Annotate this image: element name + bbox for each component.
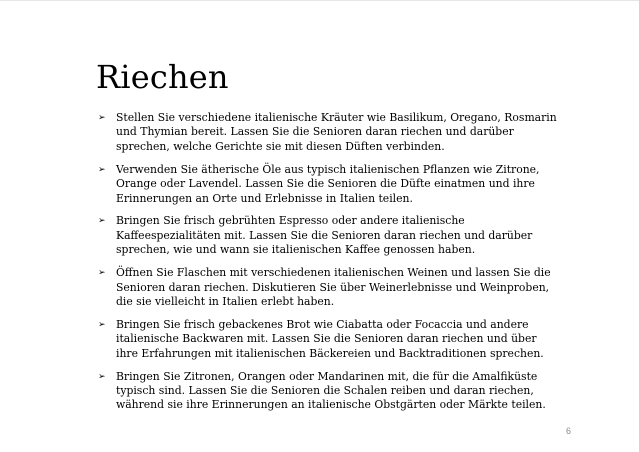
list-item bbox=[98, 111, 560, 154]
arrow-bullet-icon: ➢ bbox=[98, 371, 106, 382]
list-item bbox=[98, 266, 560, 309]
page-number: 6 bbox=[566, 426, 572, 436]
bullet-text: Verwenden Sie ätherische Öle aus typisch italienischen Pflanzen wie Zitrone, Orange oder Lavendel. Lassen Sie die Senioren die Düfte einatmen und ihre Erinnerungen an Orte und Erlebnisse in Italien teilen. bbox=[116, 162, 540, 205]
list-item bbox=[98, 318, 560, 361]
list-item bbox=[98, 214, 560, 257]
slide-title: Riechen bbox=[96, 58, 229, 96]
arrow-bullet-icon: ➢ bbox=[98, 164, 106, 175]
bullet-list bbox=[98, 111, 560, 421]
arrow-bullet-icon: ➢ bbox=[98, 113, 106, 123]
bullet-text: Stellen Sie verschiedene italienische Kräuter wie Basilikum, Oregano, Rosmarin und Thymian bereit. Lassen Sie die Senioren daran riechen und darüber sprechen, welche Gerichte sie mit diesen Düften verbinden. bbox=[116, 111, 557, 153]
list-item bbox=[98, 370, 560, 413]
bullet-text: Bringen Sie frisch gebackenes Brot wie Ciabatta oder Focaccia und andere italienische Backwaren mit. Lassen Sie die Senioren daran riechen und über ihre Erfahrungen mit italienischen Bäckereien und Backtraditionen sprechen. bbox=[116, 317, 544, 360]
bullet-text: Bringen Sie frisch gebrühten Espresso oder andere italienische Kaffeespezialitäten mit. Lassen Sie die Senioren daran riechen und darüber sprechen, wie und wann sie italienischen Kaffee genossen haben. bbox=[116, 214, 533, 257]
arrow-bullet-icon: ➢ bbox=[98, 216, 106, 227]
arrow-bullet-icon: ➢ bbox=[98, 319, 106, 330]
bullet-text: Bringen Sie Zitronen, Orangen oder Mandarinen mit, die für die Amalfiküste typisch sind. Lassen Sie die Senioren die Schalen reiben und daran riechen, während sie ihre Erinnerungen an italienische Obstgärten oder Märkte teilen. bbox=[116, 369, 546, 412]
list-item bbox=[98, 163, 560, 206]
arrow-bullet-icon: ➢ bbox=[98, 268, 106, 279]
bullet-text: Öffnen Sie Flaschen mit verschiedenen italienischen Weinen und lassen Sie die Senioren daran riechen. Diskutieren Sie über Weinerlebnisse und Weinproben, die sie vielleicht in Italien erlebt haben. bbox=[116, 266, 551, 308]
